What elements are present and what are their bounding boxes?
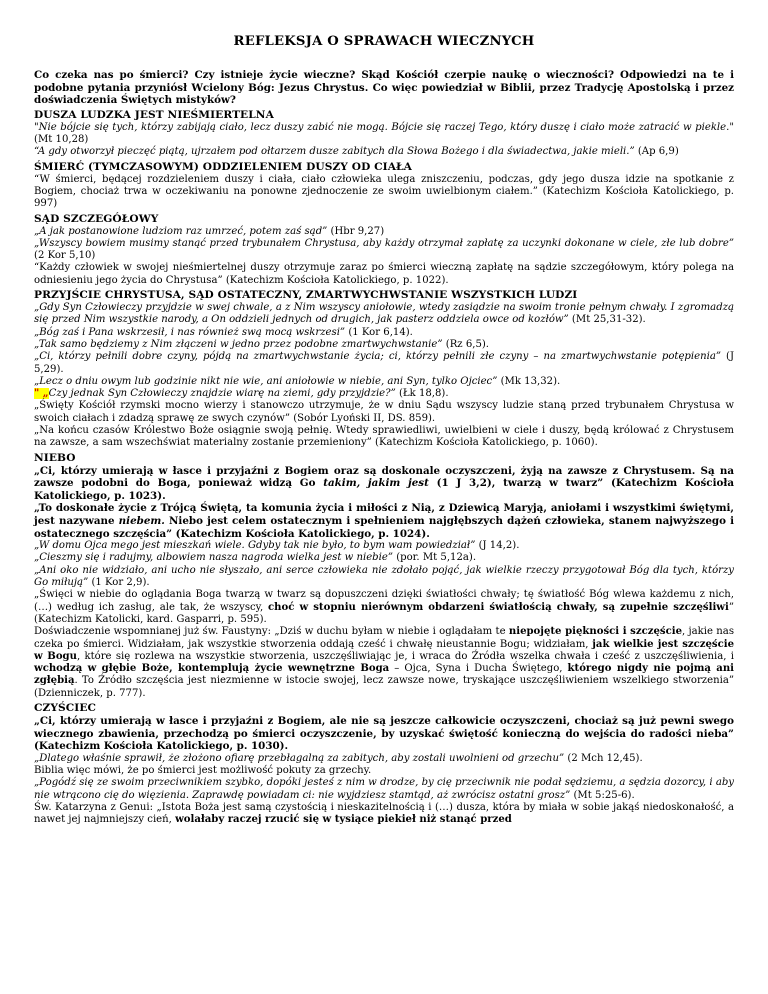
quote <box>34 122 734 147</box>
quote-text: „Gdy Syn Człowieczy przyjdzie w swej chwale, a z Nim wszyscy aniołowie, wtedy zasiądzie na swoim tronie pełnym chwały. I zgromadzą się przed Nim wszystkie narody, a On oddzieli jednych od drugich, jak pasterz oddziela owce od kozłów” <box>34 302 734 326</box>
text-run: choć w stopniu nierównym obdarzeni światłością chwały, są zupełnie szczęśliwi <box>268 601 729 613</box>
text-run: „To doskonałe życie z Trójcą Świętą, ta komunia życia i miłości z Nią, z Dziewicą Maryją, aniołami i wszystkimi świętymi, jest nazywane <box>34 502 734 527</box>
section-heading-heaven: NIEBO <box>34 451 76 464</box>
text-run: którego nigdy nie pojmą ani zgłębią <box>34 663 735 687</box>
quote <box>34 565 734 590</box>
text-run: (1 J 3,2), twarzą w twarz” (Katechizm Kościoła Katolickiego, p. 1023). <box>34 477 734 502</box>
bold-paragraph <box>34 502 734 540</box>
paragraph: “W śmierci, będącej rozdzieleniem duszy i ciała, ciało człowieka ulega zniszczeniu, podczas, gdy jego dusza idzie na spotkanie z Bogiem, chociaż trwa w oczekiwaniu na ponowne zjednoczenie ze swoim uwielbionym ciałem.” (Katechizm Kościoła Katolickiego, p. 997) <box>34 173 734 210</box>
paragraph <box>34 589 734 626</box>
highlight-mark: " „ <box>34 388 49 400</box>
quote-ref: (2 Kor 5,10) <box>34 250 96 262</box>
quote-text: „Dlatego właśnie sprawił, że złożono ofiarę przebłagalną za zabitych, aby zostali uwolnieni od grzechu” <box>34 752 565 764</box>
quote-ref: (J 14,2). <box>475 540 520 552</box>
text-run: wchodzą w głębie Boże, kontemplują życie wewnętrzne Boga <box>34 663 390 675</box>
quote-text: „Cieszmy się i radujmy, albowiem nasza nagroda wielka jest w niebie” <box>34 552 393 564</box>
text-run: Doświadczenie wspomnianej już św. Faustyny: „Dziś w duchu byłam w niebie i oglądałam te <box>34 626 509 638</box>
document <box>34 34 734 827</box>
text-run: Św. Katarzyna z Genui: „Istota Boża jest samą czystością i nieskazitelnością i (…) dusza, która by miała w sobie jakąś niedoskonałość, a nawet jej najmniejszy cień, <box>34 802 734 826</box>
text-run: jak wielkie jest szczęście w Bogu <box>34 638 735 662</box>
text-run: takim, jakim jest <box>323 477 429 490</box>
quote-ref: (1 Kor 6,14). <box>345 326 413 338</box>
quote-ref: (J 5,29). <box>34 351 734 375</box>
paragraph: Biblia więc mówi, że po śmierci jest możliwość pokuty za grzechy. <box>34 765 372 777</box>
quote <box>34 238 734 263</box>
quote <box>34 388 734 400</box>
page-title: REFLEKSJA O SPRAWACH WIECZNYCH <box>233 34 535 49</box>
quote-ref: (2 Mch 12,45). <box>564 752 643 764</box>
quote-text: Czy jednak Syn Człowieczy znajdzie wiarę na ziemi, gdy przyjdzie?” <box>48 388 396 400</box>
paragraph: „Święty Kościół rzymski mocno wierzy i stanowczo utrzymuje, że w dniu Sądu wszyscy ludzie staną przed trybunałem Chrystusa w swoich ciałach i zdadzą sprawę ze swych czynów” (Sobór Lyoński II, DS. 859). <box>34 400 734 424</box>
text-run: niepojęte piękności i szczęście <box>508 626 682 638</box>
quote-ref: (Hbr 9,27) <box>327 225 385 237</box>
quote-ref: (1 Kor 2,9). <box>88 577 150 589</box>
quote <box>34 339 734 351</box>
bold-paragraph: „Ci, którzy umierają w łasce i przyjaźni z Bogiem, ale nie są jeszcze całkowicie oczyszczeni, chociaż są już pewni swego wiecznego zbawienia, przechodzą po śmierci oczyszczenie, by uzyskać świętość konieczną do wejścia do radości nieba” (Katechizm Kościoła Katolickiego, p. 1030). <box>34 715 734 753</box>
intro-paragraph: Co czeka nas po śmierci? Czy istnieje życie wieczne? Skąd Kościół czerpie naukę o wieczności? Odpowiedzi na te i podobne pytania przyniósł Wcielony Bóg: Jezus Chrystus. Co więc powiedział w Biblii, przez Tradycję Apostolską i przez doświadczenia Świętych mistyków? <box>34 69 734 107</box>
text-run: niebem. <box>118 514 165 527</box>
quote-text: „Lecz o dniu owym lub godzinie nikt nie wie, ani aniołowie w niebie, ani Syn, tylko Ojciec” <box>34 375 498 387</box>
quote-text: „A jak postanowione ludziom raz umrzeć, potem zaś sąd” <box>34 225 328 237</box>
text-run: wolałaby raczej rzucić się w tysiące piekieł niż stanąć przed <box>175 814 512 826</box>
quote <box>34 777 734 802</box>
quote <box>34 302 734 327</box>
quote <box>34 351 734 376</box>
text-run: , jakie nas czeka po śmierci. Widziałam, jak wszystkie stworzenia oddają cześć i chwałę nieustannie Bogu; widziałam, <box>34 626 735 650</box>
quote-text: „Wszyscy bowiem musimy stanąć przed trybunałem Chrystusa, aby każdy otrzymał zapłatę za uczynki dokonane w ciele, złe lub dobre” <box>34 237 734 249</box>
quote <box>34 753 734 765</box>
quote-text: „W domu Ojca mego jest mieszkań wiele. Gdyby tak nie było, to bym wam powiedział” <box>34 540 476 552</box>
paragraph: „Na końcu czasów Królestwo Boże osiągnie swoją pełnię. Wtedy sprawiedliwi, uwielbieni w ciele i duszy, będą królować z Chrystusem na zawsze, a sam wszechświat materialny zostanie przemieniony” (Katechizm Kościoła Katolickiego, p. 1060). <box>34 425 734 449</box>
quote-ref: (Mt 10,28) <box>34 134 89 146</box>
quote-text: „Ani oko nie widziało, ani ucho nie słyszało, ani serce człowieka nie zdołało pojąć, jak wielkie rzeczy przygotował Bóg dla tych, którzy Go miłują” <box>34 564 734 589</box>
quote <box>34 226 734 238</box>
quote <box>34 327 734 339</box>
quote-text: “A gdy otworzył pieczęć piątą, ujrzałem pod ołtarzem dusze zabitych dla Słowa Bożego i dla świadectwa, jakie mieli.” <box>34 146 635 158</box>
quote-text: „Tak samo będziemy z Nim złączeni w jedno przez podobne zmartwychwstanie” <box>34 338 443 350</box>
quote-ref: (Łk 18,8). <box>395 388 449 400</box>
quote-text: "Nie bójcie się tych, którzy zabijają ciało, lecz duszy zabić nie mogą. Bójcie się raczej Tego, który duszę i ciało może zatracić w piekle." <box>34 121 734 133</box>
quote-ref: (por. Mt 5,12a). <box>393 552 477 564</box>
quote-ref: (Rz 6,5). <box>442 338 490 350</box>
text-run: „Ci, którzy umierają w łasce i przyjaźni z Bogiem oraz są doskonale oczyszczeni, żyją na zawsze z Chrystusem. Są na zawsze podobni do Boga, ponieważ widzą Go <box>34 464 734 490</box>
paragraph: “Każdy człowiek w swojej nieśmiertelnej duszy otrzymuje zaraz po śmierci wieczną zapłatę na sądzie szczegółowym, który polega na odniesieniu jego życia do Chrystusa” (Katechizm Kościoła Katolickiego, p. 1022). <box>34 262 734 286</box>
text-run: – Ojca, Syna i Ducha Świętego, <box>389 663 568 675</box>
bold-paragraph <box>34 465 734 503</box>
quote <box>34 552 734 564</box>
text-run: . To Źródło szczęścia jest niezmienne w istocie swojej, lecz zawsze nowe, tryskające uszczęśliwieniem wszelkiego stworzenia” (Dzienniczek, p. 777). <box>34 675 734 699</box>
quote <box>34 146 734 158</box>
quote-ref: (Ap 6,9) <box>634 146 679 158</box>
text-run: ” (Katechizm Katolicki, kard. Gasparri, p. 595). <box>34 601 734 625</box>
section-heading-last-judgment: PRZYJŚCIE CHRYSTUSA, SĄD OSTATECZNY, ZMARTWYCHWSTANIE WSZYSTKICH LUDZI <box>34 289 578 302</box>
quote-ref: (Mk 13,32). <box>497 375 561 387</box>
quote <box>34 376 734 388</box>
quote-text: „Ci, którzy pełnili dobre czyny, pójdą na zmartwychwstanie życia; ci, którzy pełnili złe czyny – na zmartwychwstanie potępienia” <box>34 351 721 363</box>
paragraph <box>34 626 734 700</box>
text-run: , które się rozlewa na wszystkie stworzenia, uszczęśliwiając je, i wraca do Źródła wszelka chwała i cześć z uszczęśliwienia, i <box>76 650 734 662</box>
quote-ref: (Mt 5:25-6). <box>570 789 635 801</box>
quote <box>34 540 734 552</box>
text-run: Niebo jest celem ostatecznym i spełnieniem najgłębszych dążeń człowieka, stanem najwyższego i ostatecznego szczęścia” (Katechizm Kościoła Katolickiego, p. 1024). <box>34 514 735 540</box>
section-heading-purgatory: CZYŚCIEC <box>34 702 97 715</box>
section-heading-death: ŚMIERĆ (TYMCZASOWYM) ODDZIELENIEM DUSZY OD CIAŁA <box>34 160 412 173</box>
paragraph <box>34 802 734 827</box>
section-heading-soul: DUSZA LUDZKA JEST NIEŚMIERTELNA <box>34 108 274 121</box>
quote-ref: (Mt 25,31-32). <box>568 314 646 326</box>
quote-text: „Bóg zaś i Pana wskrzesił, i nas również swą mocą wskrzesi” <box>34 326 346 338</box>
quote-text: „Pogódź się ze swoim przeciwnikiem szybko, dopóki jesteś z nim w drodze, by cię przeciwnik nie podał sędziemu, a sędzia dozorcy, i aby nie wtrącono cię do więzienia. Zaprawdę powiadam ci: nie wyjdziesz stamtąd, aż zwrócisz ostatni grosz” <box>34 777 734 801</box>
text-run: „Święci w niebie do oglądania Boga twarzą w twarz są dopuszczeni dzięki światłości chwały; tę światłość Bóg wlewa każdemu z nich, (…) według ich zasług, ale tak, że wszyscy, <box>34 589 734 613</box>
section-heading-particular-judgment: SĄD SZCZEGÓŁOWY <box>34 212 159 225</box>
